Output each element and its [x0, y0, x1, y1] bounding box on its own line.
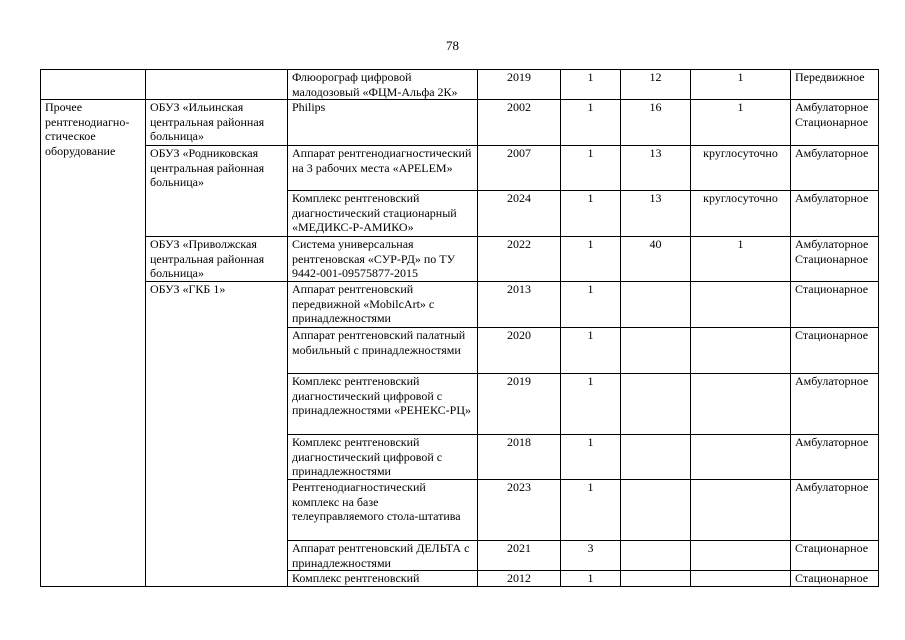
year-cell: 2021	[478, 541, 561, 571]
equipment-cell: Рентгенодиагностический комплекс на базе телеуправляемого стола-штатива	[288, 480, 478, 541]
shifts-cell: круглосуточно	[691, 191, 791, 237]
shifts-cell: 1	[691, 237, 791, 282]
page-number: 78	[446, 38, 459, 53]
year-cell: 2012	[478, 571, 561, 587]
hours-cell: 40	[621, 237, 691, 282]
mode-cell: Амбулаторное Стационарное	[791, 237, 879, 282]
quantity-cell: 1	[561, 480, 621, 541]
shifts-cell	[691, 571, 791, 587]
table-row	[41, 237, 879, 282]
mode-cell: Амбулаторное	[791, 146, 879, 191]
equipment-cell: Комплекс рентгеновский диагностический цифровой с принадлежностями	[288, 435, 478, 480]
hours-cell: 16	[621, 100, 691, 146]
shifts-cell	[691, 328, 791, 374]
quantity-cell: 1	[561, 146, 621, 191]
shifts-cell	[691, 374, 791, 435]
hours-cell	[621, 328, 691, 374]
mode-cell: Амбулаторное	[791, 374, 879, 435]
shifts-cell	[691, 480, 791, 541]
year-cell: 2007	[478, 146, 561, 191]
quantity-cell: 1	[561, 100, 621, 146]
mode-cell: Передвижное	[791, 70, 879, 100]
quantity-cell: 1	[561, 70, 621, 100]
hours-cell	[621, 282, 691, 328]
equipment-cell: Аппарат рентгенодиагностический на 3 рабочих места «APELEM»	[288, 146, 478, 191]
quantity-cell: 1	[561, 571, 621, 587]
equipment-cell: Philips	[288, 100, 478, 146]
mode-cell: Стационарное	[791, 571, 879, 587]
hours-cell	[621, 374, 691, 435]
hours-cell: 12	[621, 70, 691, 100]
quantity-cell: 1	[561, 237, 621, 282]
equipment-cell: Аппарат рентгеновский ДЕЛЬТА с принадлежностями	[288, 541, 478, 571]
year-cell: 2019	[478, 70, 561, 100]
organization-cell: ОБУЗ «Приволжская центральная районная больница»	[146, 237, 288, 282]
shifts-cell	[691, 282, 791, 328]
mode-cell: Стационарное	[791, 328, 879, 374]
hours-cell: 13	[621, 191, 691, 237]
mode-cell: Стационарное	[791, 282, 879, 328]
category-cell: Прочее рентгенодиагно-стическое оборудование	[41, 100, 146, 587]
quantity-cell: 1	[561, 435, 621, 480]
table-row	[41, 70, 879, 100]
table-row	[41, 146, 879, 191]
equipment-cell: Аппарат рентгеновский палатный мобильный с принадлежностями	[288, 328, 478, 374]
organization-cell: ОБУЗ «Родниковская центральная районная больница»	[146, 146, 288, 237]
hours-cell: 13	[621, 146, 691, 191]
equipment-table	[40, 69, 879, 587]
equipment-cell: Комплекс рентгеновский диагностический цифровой с принадлежностями «РЕНЕКС-РЦ»	[288, 374, 478, 435]
shifts-cell: 1	[691, 100, 791, 146]
quantity-cell: 1	[561, 328, 621, 374]
category-cell	[41, 70, 146, 100]
equipment-cell: Флюорограф цифровой малодозовый «ФЦМ-Альфа 2К»	[288, 70, 478, 100]
year-cell: 2013	[478, 282, 561, 328]
equipment-cell: Комплекс рентгеновский диагностический стационарный «МЕДИКС-Р-АМИКО»	[288, 191, 478, 237]
year-cell: 2018	[478, 435, 561, 480]
equipment-cell: Система универсальная рентгеновская «СУР-РД» по ТУ 9442-001-09575877-2015	[288, 237, 478, 282]
year-cell: 2020	[478, 328, 561, 374]
hours-cell	[621, 435, 691, 480]
mode-cell: Амбулаторное	[791, 480, 879, 541]
hours-cell	[621, 571, 691, 587]
year-cell: 2022	[478, 237, 561, 282]
shifts-cell: 1	[691, 70, 791, 100]
year-cell: 2019	[478, 374, 561, 435]
hours-cell	[621, 541, 691, 571]
mode-cell: Стационарное	[791, 541, 879, 571]
shifts-cell	[691, 435, 791, 480]
year-cell: 2024	[478, 191, 561, 237]
quantity-cell: 1	[561, 374, 621, 435]
quantity-cell: 1	[561, 282, 621, 328]
mode-cell: Амбулаторное	[791, 191, 879, 237]
table-row	[41, 282, 879, 328]
shifts-cell	[691, 541, 791, 571]
organization-cell: ОБУЗ «ГКБ 1»	[146, 282, 288, 587]
mode-cell: Амбулаторное Стационарное	[791, 100, 879, 146]
hours-cell	[621, 480, 691, 541]
equipment-cell: Аппарат рентгеновский передвижной «MobilcArt» с принадлежностями	[288, 282, 478, 328]
year-cell: 2023	[478, 480, 561, 541]
year-cell: 2002	[478, 100, 561, 146]
mode-cell: Амбулаторное	[791, 435, 879, 480]
equipment-cell: Комплекс рентгеновский	[288, 571, 478, 587]
table-row	[41, 100, 879, 146]
quantity-cell: 3	[561, 541, 621, 571]
organization-cell	[146, 70, 288, 100]
quantity-cell: 1	[561, 191, 621, 237]
organization-cell: ОБУЗ «Ильинская центральная районная больница»	[146, 100, 288, 146]
shifts-cell: круглосуточно	[691, 146, 791, 191]
